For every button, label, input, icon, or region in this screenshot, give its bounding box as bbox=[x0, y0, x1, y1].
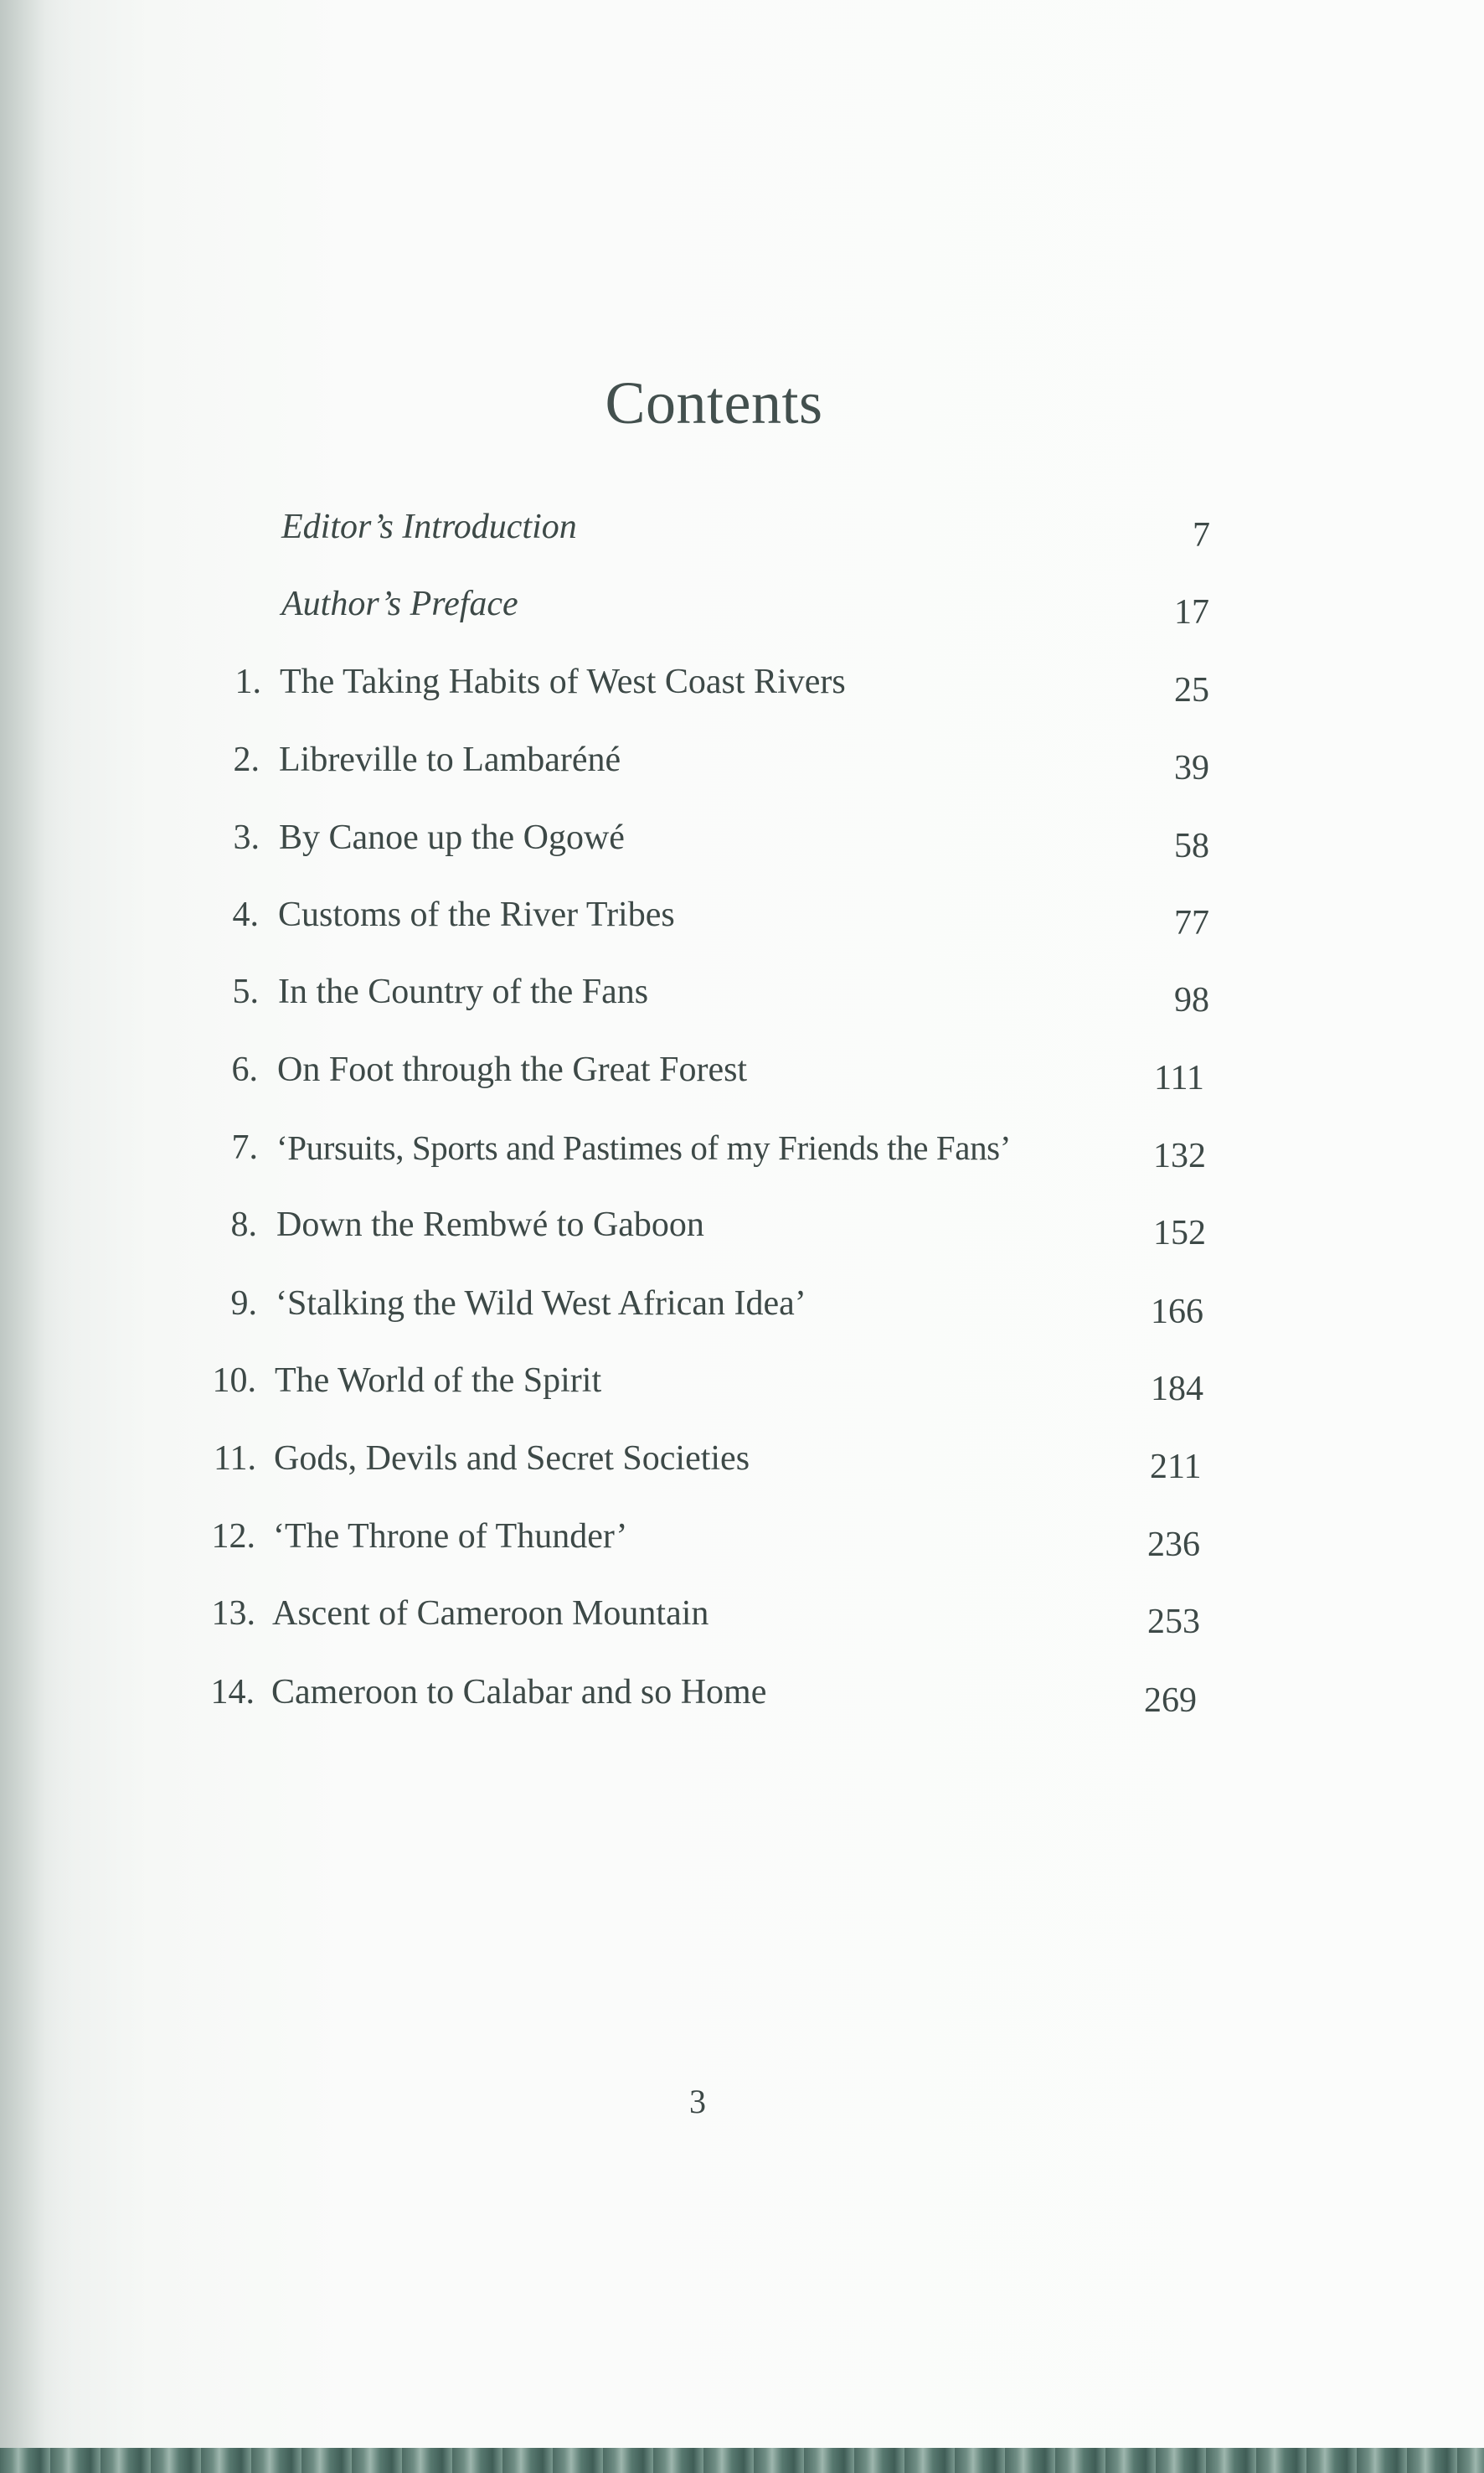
toc-entry-title: Cameroon to Calabar and so Home bbox=[271, 1673, 767, 1711]
toc-entry-title: On Foot through the Great Forest bbox=[277, 1051, 748, 1089]
toc-entry-title: ‘Stalking the Wild West African Idea’ bbox=[276, 1284, 806, 1323]
toc-entry-page: 166 bbox=[1151, 1293, 1203, 1331]
toc-entry-number: 1. bbox=[234, 663, 261, 701]
toc-entry-number: 3. bbox=[233, 818, 260, 857]
toc-entry bbox=[0, 895, 1484, 945]
toc-entry-page: 236 bbox=[1147, 1526, 1200, 1564]
toc-entry bbox=[0, 662, 1484, 712]
toc-entry bbox=[0, 1283, 1484, 1334]
toc-entry-title: ‘Pursuits, Sports and Pastimes of my Friends the Fans’ bbox=[276, 1128, 1011, 1167]
toc-entry-title: Customs of the River Tribes bbox=[278, 896, 675, 934]
toc-entry-title: Libreville to Lambaréné bbox=[279, 741, 621, 779]
toc-entry bbox=[0, 1438, 1484, 1489]
toc-entry-number: 7. bbox=[231, 1128, 258, 1167]
toc-entry-title: By Canoe up the Ogowé bbox=[279, 818, 625, 857]
toc-entry bbox=[0, 1205, 1484, 1255]
toc-entry-title: The Taking Habits of West Coast Rivers bbox=[280, 663, 846, 701]
toc-entry-number: 2. bbox=[233, 741, 260, 779]
toc-entry-page: 111 bbox=[1154, 1059, 1204, 1097]
toc-entry bbox=[0, 584, 1484, 634]
toc-entry-page: 7 bbox=[1193, 516, 1210, 555]
toc-entry-title: Down the Rembwé to Gaboon bbox=[276, 1206, 704, 1244]
toc-entry-page: 25 bbox=[1174, 671, 1209, 710]
toc-entry-page: 211 bbox=[1150, 1448, 1202, 1486]
toc-entry-page: 253 bbox=[1147, 1603, 1200, 1641]
toc-entry bbox=[0, 1516, 1484, 1567]
toc-entry-number: 5. bbox=[232, 973, 259, 1011]
toc-entry bbox=[0, 1672, 1484, 1722]
toc-entry-number: 14. bbox=[210, 1673, 255, 1711]
toc-entry-number: 13. bbox=[211, 1594, 255, 1633]
toc-entry bbox=[0, 1128, 1484, 1178]
toc-entry-title: In the Country of the Fans bbox=[278, 973, 649, 1011]
toc-entry-number: 4. bbox=[232, 896, 259, 934]
bottom-edge-strip bbox=[0, 2448, 1484, 2473]
page-number: 3 bbox=[689, 2083, 706, 2120]
toc-entry-title: Editor’s Introduction bbox=[281, 508, 577, 546]
toc-entry bbox=[0, 818, 1484, 868]
toc-entry bbox=[0, 972, 1484, 1022]
toc-entry-number: 9. bbox=[230, 1284, 257, 1323]
toc-entry-title: Ascent of Cameroon Mountain bbox=[272, 1594, 709, 1633]
toc-entry-number: 11. bbox=[214, 1439, 256, 1478]
toc-entry-number: 10. bbox=[212, 1361, 256, 1400]
toc-entry-page: 58 bbox=[1174, 827, 1209, 865]
toc-entry bbox=[0, 1360, 1484, 1411]
toc-entry bbox=[0, 740, 1484, 790]
toc-entry bbox=[0, 1593, 1484, 1644]
toc-entry-number: 12. bbox=[211, 1517, 255, 1556]
toc-entry-page: 152 bbox=[1153, 1214, 1206, 1252]
toc-entry-title: ‘The Throne of Thunder’ bbox=[273, 1517, 628, 1556]
toc-entry-title: Author’s Preface bbox=[281, 585, 518, 623]
toc-entry-page: 98 bbox=[1174, 981, 1209, 1020]
toc-entry-title: Gods, Devils and Secret Societies bbox=[274, 1439, 750, 1478]
toc-entry-number: 8. bbox=[230, 1206, 257, 1244]
toc-entry-page: 17 bbox=[1174, 593, 1209, 632]
toc-entry bbox=[0, 1050, 1484, 1100]
toc-entry-page: 77 bbox=[1174, 904, 1209, 942]
page-title: Contents bbox=[605, 369, 823, 436]
toc-entry-page: 39 bbox=[1174, 749, 1209, 787]
toc-entry-page: 132 bbox=[1153, 1137, 1206, 1175]
toc-entry-title: The World of the Spirit bbox=[275, 1361, 602, 1400]
toc-entry-number: 6. bbox=[231, 1051, 258, 1089]
toc-entry bbox=[0, 507, 1484, 557]
toc-entry-page: 184 bbox=[1151, 1370, 1203, 1408]
toc-entry-page: 269 bbox=[1144, 1681, 1197, 1720]
